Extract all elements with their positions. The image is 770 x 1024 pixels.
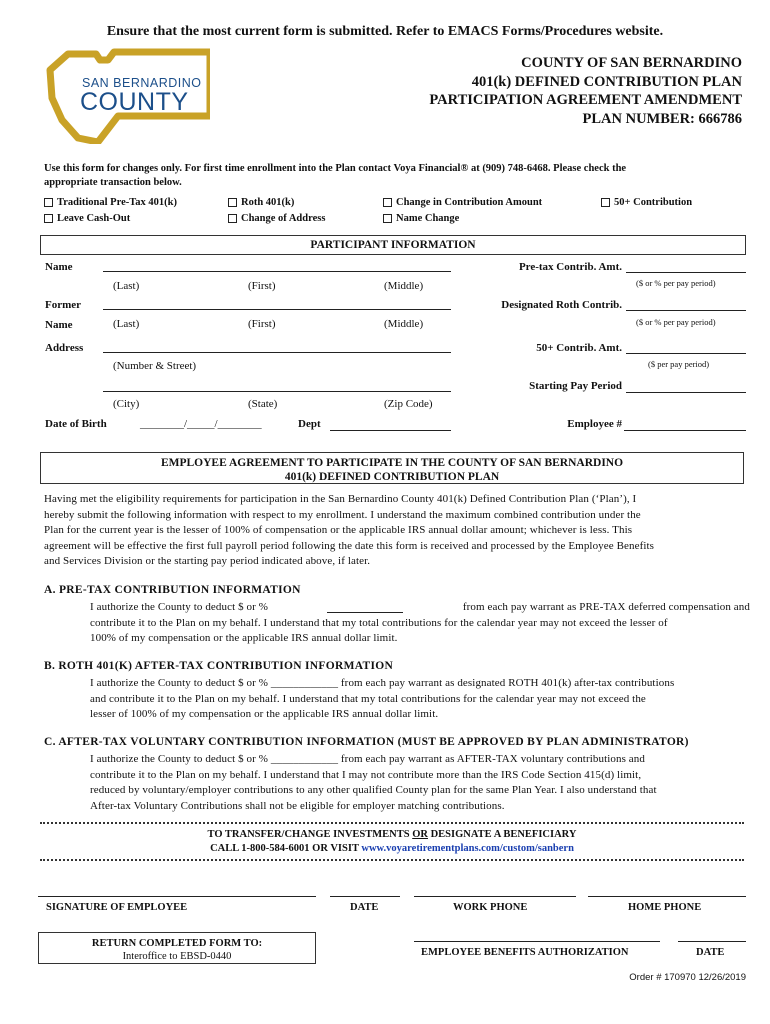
option-label: Leave Cash-Out	[57, 213, 131, 224]
state-caption: (State)	[248, 398, 278, 410]
dob-label: Date of Birth	[45, 418, 107, 430]
section-a-line: contribute it to the Plan on my behalf. I understand that my total contributions for the calendar year may not exceed the lesser of	[90, 616, 668, 629]
option-fifty-plus[interactable]	[601, 197, 692, 208]
former-name-line[interactable]	[103, 309, 451, 310]
middle-caption: (Middle)	[384, 280, 424, 292]
checkbox[interactable]	[601, 198, 610, 207]
dotted-divider	[40, 822, 744, 824]
section-a-text	[90, 600, 750, 647]
transfer-text: CALL 1-800-584-6001 OR VISIT	[210, 843, 362, 854]
former-name-label: Name	[45, 319, 73, 331]
start-period-label: Starting Pay Period	[529, 380, 622, 392]
pretax-unit: ($ or % per pay period)	[636, 278, 716, 288]
date-label: DATE	[350, 902, 379, 913]
checkbox[interactable]	[44, 214, 53, 223]
agreement-header	[40, 452, 744, 484]
title-line3: PARTICIPATION AGREEMENT AMENDMENT	[429, 92, 742, 108]
zip-caption: (Zip Code)	[384, 398, 433, 410]
signature-line[interactable]	[38, 896, 316, 897]
dotted-divider	[40, 859, 744, 861]
title-line2: 401(k) DEFINED CONTRIBUTION PLAN	[471, 73, 742, 90]
form-title	[429, 54, 742, 128]
section-b-line: lesser of 100% of my compensation or the applicable IRS annual dollar limit.	[90, 708, 439, 720]
employee-no-line[interactable]	[624, 430, 746, 431]
agreement-title1: EMPLOYEE AGREEMENT TO PARTICIPATE IN THE COUNTY OF SAN BERNARDINO	[160, 457, 624, 469]
fifty-amt-line[interactable]	[626, 353, 746, 354]
section-a-title: A. PRE-TAX CONTRIBUTION INFORMATION	[44, 584, 301, 596]
option-label: 50+ Contribution	[614, 197, 693, 208]
agreement-line: Plan for the current year is the lesser of 100% of compensation or the applicable IRS annual dollar amount; whichever is less. This	[44, 524, 633, 536]
agreement-line: hereby submit the following information with respect to my enrollment. I understand the maximum combined contribution under the	[44, 508, 641, 521]
name-line[interactable]	[103, 271, 451, 272]
transfer-text: DESIGNATE A BENEFICIARY	[427, 829, 577, 840]
authorization-line[interactable]	[414, 941, 660, 942]
title-line1: COUNTY OF SAN BERNARDINO	[521, 55, 742, 71]
work-phone-label: WORK PHONE	[453, 902, 528, 913]
employee-no-label: Employee #	[567, 418, 622, 430]
authorization-label: EMPLOYEE BENEFITS AUTHORIZATION	[421, 947, 629, 958]
auth-date-label: DATE	[696, 947, 725, 958]
section-a-line: from each pay warrant as PRE-TAX deferred compensation and	[462, 601, 750, 613]
section-b-text	[90, 676, 750, 723]
logo-line2: COUNTY	[80, 88, 189, 116]
last-caption: (Last)	[113, 280, 140, 292]
auth-date-line[interactable]	[678, 941, 746, 942]
pretax-deduct-field[interactable]	[327, 600, 403, 613]
street-line[interactable]	[103, 352, 451, 353]
section-c-line: After-tax Voluntary Contributions shall not be eligible for employer matching contributions.	[90, 799, 505, 812]
intro-line2: appropriate transaction below.	[44, 177, 182, 188]
checkbox[interactable]	[383, 198, 392, 207]
section-c-line: reduced by voluntary/employer contributions to any other qualified County plan for the same Plan Year. I also understand that	[90, 784, 657, 796]
roth-amt-line[interactable]	[626, 310, 746, 311]
section-c-text	[90, 752, 750, 814]
dept-line[interactable]	[330, 430, 451, 431]
top-notice: Ensure that the most current form is submitted. Refer to EMACS Forms/Procedures website.	[106, 24, 664, 39]
transfer-text: TO TRANSFER/CHANGE INVESTMENTS	[207, 829, 413, 840]
start-period-line[interactable]	[626, 392, 746, 393]
plan-number: PLAN NUMBER: 666786	[582, 110, 742, 127]
fifty-unit: ($ per pay period)	[648, 359, 710, 369]
participant-header: PARTICIPANT INFORMATION	[40, 235, 746, 255]
first-caption: (First)	[248, 280, 276, 292]
intro-line1: Use this form for changes only. For first time enrollment into the Plan contact Voya Financial® at (909) 748-6468. Please check the	[44, 163, 627, 174]
option-label: Change in Contribution Amount	[396, 197, 543, 208]
agreement-line: and Services Division or the starting pay period indicated above, if later.	[44, 555, 371, 567]
city-line[interactable]	[103, 391, 451, 392]
order-number: Order # 170970 12/26/2019	[629, 972, 746, 983]
signature-label: SIGNATURE OF EMPLOYEE	[46, 902, 188, 913]
name-label: Name	[45, 261, 73, 273]
dept-label: Dept	[298, 418, 321, 430]
pretax-amt-label: Pre-tax Contrib. Amt.	[518, 261, 622, 273]
agreement-line: agreement will be effective the first full payroll period following the date this form is received and processed by the Employee Benefits	[44, 539, 655, 552]
return-title: RETURN COMPLETED FORM TO:	[91, 938, 263, 949]
roth-amt-label: Designated Roth Contrib.	[501, 299, 622, 311]
section-c-title: C. AFTER-TAX VOLUNTARY CONTRIBUTION INFORMATION (MUST BE APPROVED BY PLAN ADMINISTRATOR)	[44, 736, 689, 748]
work-phone-line[interactable]	[414, 896, 576, 897]
former-label: Former	[45, 299, 82, 311]
return-box	[38, 932, 316, 964]
option-pretax[interactable]	[44, 197, 177, 208]
logo-line1: SAN BERNARDINO	[82, 76, 202, 90]
date-line[interactable]	[330, 896, 400, 897]
section-b-line: I authorize the County to deduct $ or % ____________ from each pay warrant as designated ROTH 401(k) after-tax contributions	[90, 677, 675, 689]
option-label: Change of Address	[241, 213, 326, 224]
checkbox[interactable]	[228, 198, 237, 207]
checkbox[interactable]	[228, 214, 237, 223]
option-name-change[interactable]	[383, 213, 459, 224]
middle-caption: (Middle)	[384, 318, 424, 330]
pretax-amt-line[interactable]	[626, 272, 746, 273]
address-label: Address	[45, 342, 84, 354]
street-caption: (Number & Street)	[113, 360, 197, 372]
agreement-paragraph	[44, 492, 754, 570]
section-c-line: contribute it to the Plan on my behalf. I understand that I may not contribute more than the IRS Code Section 415(d) limit,	[90, 768, 642, 781]
roth-unit: ($ or % per pay period)	[636, 317, 716, 327]
return-address: Interoffice to EBSD-0440	[122, 951, 232, 962]
voya-link[interactable]: www.voyaretirementplans.com/custom/sanbern	[361, 843, 574, 854]
transfer-info	[40, 828, 744, 856]
home-phone-line[interactable]	[588, 896, 746, 897]
option-cashout[interactable]	[44, 213, 130, 224]
option-label: Roth 401(k)	[241, 197, 295, 208]
section-b-line: and contribute it to the Plan on my behalf. I understand that my total contributions for the calendar year may not exceed the	[90, 692, 646, 705]
option-label: Name Change	[396, 213, 460, 224]
checkbox[interactable]	[383, 214, 392, 223]
section-a-line: I authorize the County to deduct $ or %	[90, 601, 269, 613]
fifty-amt-label: 50+ Contrib. Amt.	[536, 342, 622, 354]
section-a-line: 100% of my compensation or the applicable IRS annual dollar limit.	[90, 632, 398, 644]
last-caption: (Last)	[113, 318, 140, 330]
city-caption: (City)	[113, 398, 140, 410]
agreement-title2: 401(k) DEFINED CONTRIBUTION PLAN	[284, 471, 500, 483]
transfer-or: OR	[412, 829, 428, 840]
option-address[interactable]	[228, 213, 325, 224]
option-roth[interactable]	[228, 197, 294, 208]
dob-field[interactable]: ________/_____/________	[140, 418, 262, 430]
intro-text	[44, 162, 734, 190]
agreement-line: Having met the eligibility requirements for participation in the San Bernardino County 401(k) Defined Contribution Plan (‘Plan’), I	[44, 493, 637, 505]
option-contrib-amount[interactable]	[383, 197, 542, 208]
home-phone-label: HOME PHONE	[628, 902, 702, 913]
county-logo	[38, 48, 210, 144]
checkbox[interactable]	[44, 198, 53, 207]
section-c-line: I authorize the County to deduct $ or % ____________ from each pay warrant as AFTER-TAX voluntary contributions and	[90, 753, 645, 765]
option-label: Traditional Pre-Tax 401(k)	[57, 197, 177, 208]
section-b-title: B. ROTH 401(K) AFTER-TAX CONTRIBUTION INFORMATION	[44, 660, 394, 672]
first-caption: (First)	[248, 318, 276, 330]
